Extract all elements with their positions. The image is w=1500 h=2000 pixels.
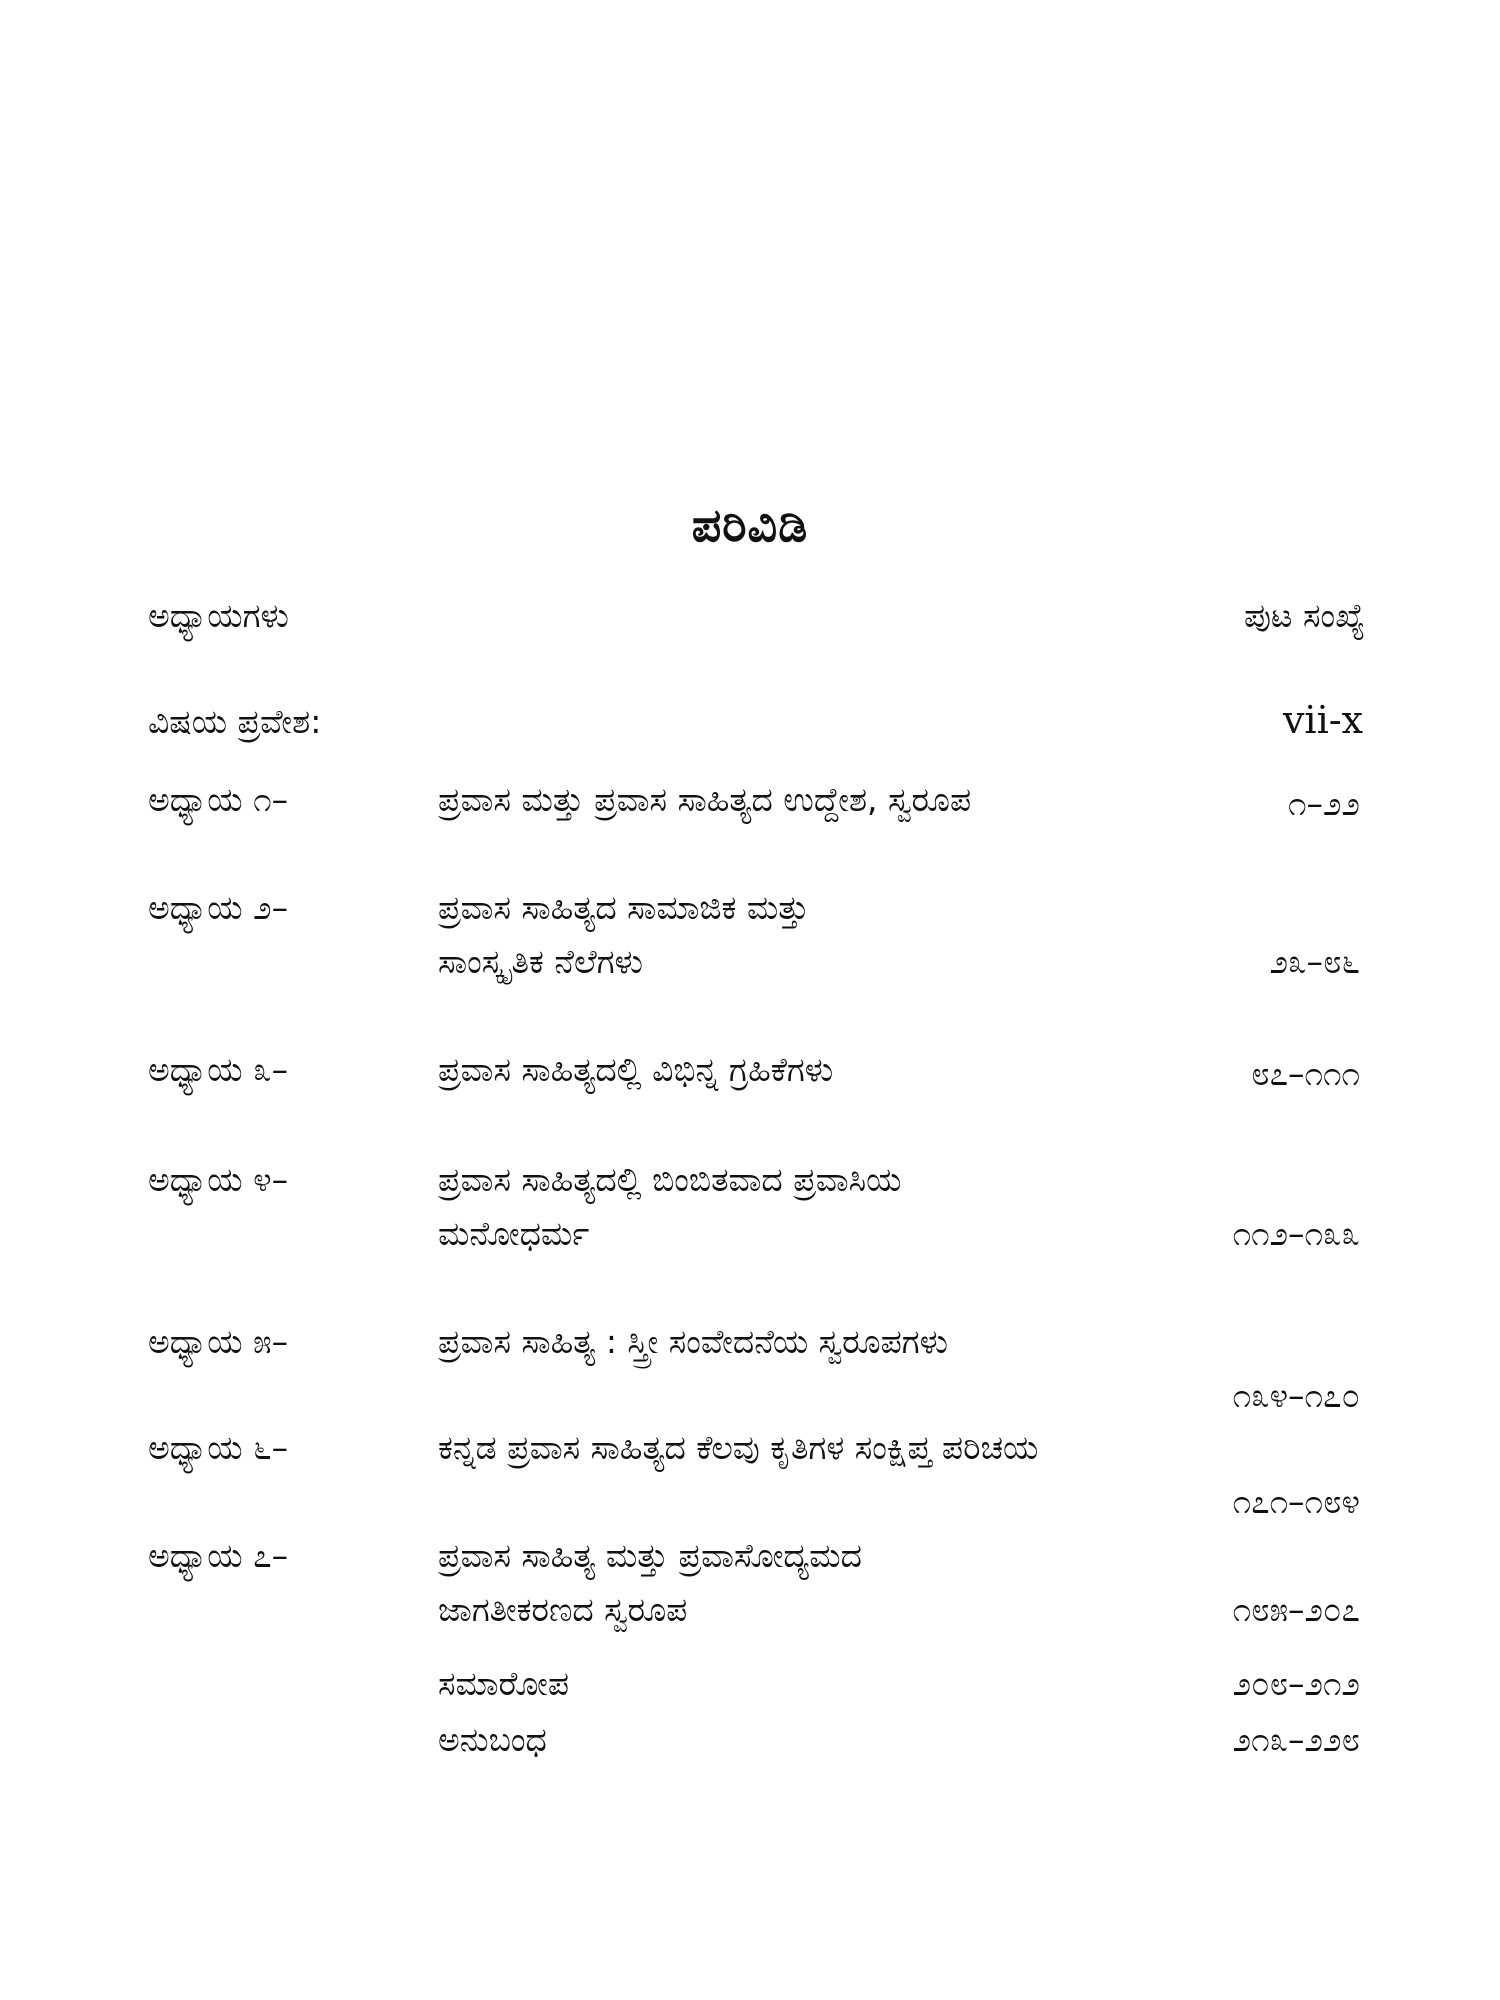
chapter-pages: ೧೮೫–೨೦೭ <box>1232 1590 1360 1629</box>
preface-label: ವಿಷಯ ಪ್ರವೇಶ: <box>148 702 322 741</box>
chapter-title-line-1: ಪ್ರವಾಸ ಸಾಹಿತ್ಯ ಮತ್ತು ಪ್ರವಾಸೋದ್ಯಮದ <box>438 1536 862 1575</box>
chapter-pages: ೧–೨೨ <box>1288 784 1360 823</box>
chapter-pages: ೧೩೪–೧೭೦ <box>1232 1376 1360 1415</box>
chapter-label: ಅಧ್ಯಾಯ ೩– <box>148 1050 289 1089</box>
chapter-pages: ೧೭೧–೧೮೪ <box>1232 1482 1360 1521</box>
chapter-title-line-2: ಮನೋಧರ್ಮ <box>438 1214 590 1253</box>
chapter-title-line-1: ಪ್ರವಾಸ ಸಾಹಿತ್ಯದ ಸಾಮಾಜಿಕ ಮತ್ತು <box>438 888 810 927</box>
chapter-title: ಪ್ರವಾಸ ಸಾಹಿತ್ಯದಲ್ಲಿ ವಿಭಿನ್ನ ಗ್ರಹಿಕೆಗಳು <box>438 1050 834 1089</box>
pages-column-header: ಪುಟ ಸಂಖ್ಯೆ <box>1244 596 1365 635</box>
chapter-label: ಅಧ್ಯಾಯ ೪– <box>148 1160 289 1199</box>
chapter-label: ಅಧ್ಯಾಯ ೧– <box>148 780 289 819</box>
chapter-label: ಅಧ್ಯಾಯ ೭– <box>148 1536 289 1575</box>
chapter-label: ಅಧ್ಯಾಯ ೨– <box>148 888 289 927</box>
appendix-pages: ೨೧೩–೨೨೮ <box>1232 1720 1360 1759</box>
preface-pages: vii-x <box>1282 698 1363 742</box>
chapter-label: ಅಧ್ಯಾಯ ೬– <box>148 1428 289 1467</box>
chapters-column-header: ಅಧ್ಯಾಯಗಳು <box>148 596 289 635</box>
appendix-title: ಅನುಬಂಧ <box>438 1720 547 1759</box>
chapter-title: ಕನ್ನಡ ಪ್ರವಾಸ ಸಾಹಿತ್ಯದ ಕೆಲವು ಕೃತಿಗಳ ಸಂಕ್ಷಿಪ್ತ ಪರಿಚಯ <box>438 1428 1039 1467</box>
chapter-pages: ೨೩–೮೬ <box>1269 942 1360 981</box>
conclusion-title: ಸಮಾರೋಪ <box>438 1664 570 1703</box>
chapter-title-line-1: ಪ್ರವಾಸ ಸಾಹಿತ್ಯದಲ್ಲಿ ಬಿಂಬಿತವಾದ ಪ್ರವಾಸಿಯ <box>438 1160 902 1199</box>
chapter-title-line-2: ಸಾಂಸ್ಕೃತಿಕ ನೆಲೆಗಳು <box>438 942 643 981</box>
chapter-title: ಪ್ರವಾಸ ಸಾಹಿತ್ಯ : ಸ್ತ್ರೀ ಸಂವೇದನೆಯ ಸ್ವರೂಪಗಳು <box>438 1322 949 1361</box>
chapter-label: ಅಧ್ಯಾಯ ೫– <box>148 1322 289 1361</box>
chapter-pages: ೧೧೨–೧೩೩ <box>1232 1214 1360 1253</box>
page-title: ಪರಿವಿಡಿ <box>691 498 809 552</box>
conclusion-pages: ೨೦೮–೨೧೨ <box>1232 1664 1360 1703</box>
chapter-title-line-2: ಜಾಗತೀಕರಣದ ಸ್ವರೂಪ <box>438 1590 688 1629</box>
chapter-pages: ೮೭–೧೧೧ <box>1251 1054 1360 1093</box>
chapter-title: ಪ್ರವಾಸ ಮತ್ತು ಪ್ರವಾಸ ಸಾಹಿತ್ಯದ ಉದ್ದೇಶ, ಸ್ವರೂಪ <box>438 780 972 819</box>
